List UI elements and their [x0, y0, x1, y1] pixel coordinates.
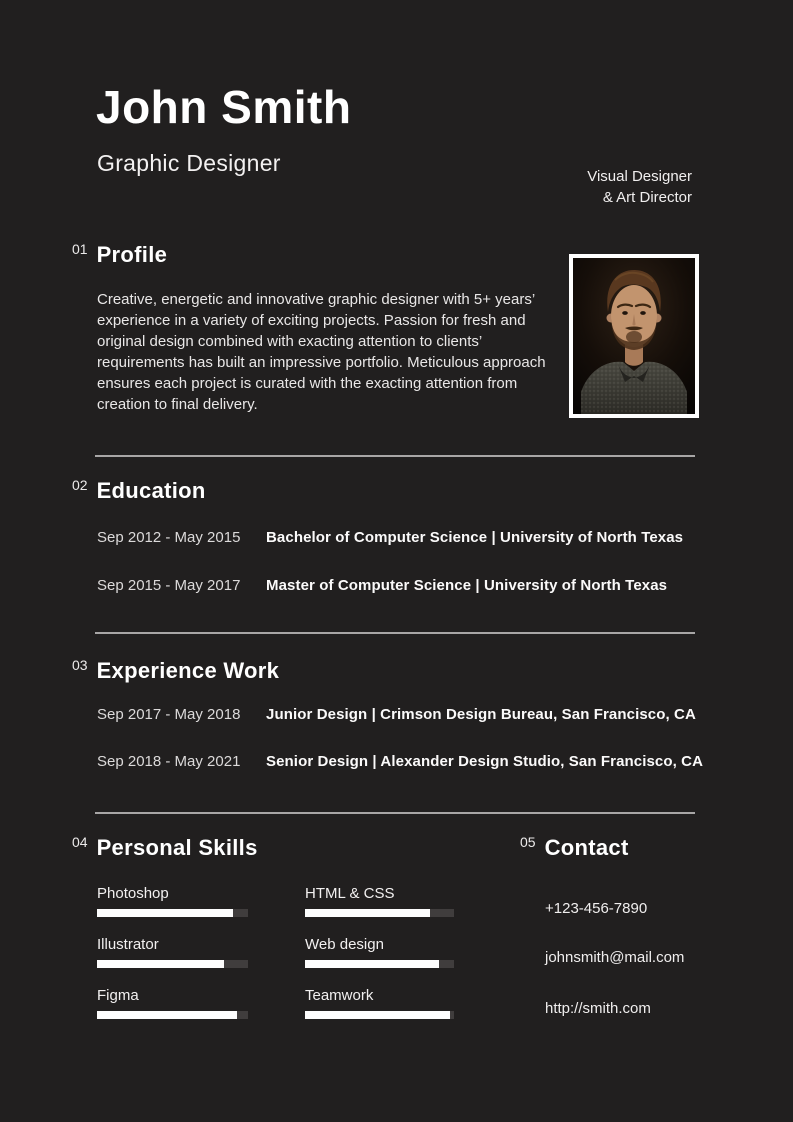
section-title-profile: Profile [96, 242, 168, 267]
section-number-contact: 05 [520, 834, 536, 850]
skill-web-design [305, 936, 454, 968]
section-heading-skills [72, 835, 258, 861]
skill-bar-track [305, 960, 454, 968]
education-dates: Sep 2015 - May 2017 [97, 577, 241, 594]
skill-label: Figma [97, 987, 139, 1004]
experience-dates: Sep 2018 - May 2021 [97, 753, 241, 770]
section-heading-profile [72, 242, 167, 268]
contact-email[interactable]: johnsmith@mail.com [545, 949, 685, 966]
tagline-line-2: & Art Director [602, 189, 692, 206]
section-number-skills: 04 [72, 834, 88, 850]
person-name: John Smith [96, 81, 352, 133]
skill-label: Web design [305, 936, 384, 953]
skill-photoshop [97, 885, 248, 917]
section-number-experience: 03 [72, 657, 88, 673]
profile-text: Creative, energetic and innovative graphic designer with 5+ years’ experience in a variety of exciting projects. Passion for fresh and original design combined with exacting attention to clients’ requirements has built an impressive portfolio. Meticulous approach ensures each project is curated with the exacting attention from creation to final delivery. [97, 291, 546, 413]
skill-illustrator [97, 936, 248, 968]
education-row [97, 576, 667, 595]
divider [95, 812, 695, 814]
tagline [587, 166, 692, 208]
divider [95, 455, 695, 457]
section-heading-education [72, 478, 206, 504]
section-title-contact: Contact [544, 835, 629, 860]
experience-dates: Sep 2017 - May 2018 [97, 706, 241, 723]
section-heading-experience [72, 658, 279, 684]
profile-photo [569, 254, 699, 418]
skill-bar-fill [97, 909, 233, 917]
skill-bar-track [305, 1011, 454, 1019]
skill-bar-fill [305, 1011, 450, 1019]
experience-description: Senior Design | Alexander Design Studio, San Francisco, CA [266, 753, 704, 770]
skill-label: Photoshop [97, 885, 169, 902]
tagline-line-1: Visual Designer [587, 168, 692, 185]
section-title-experience: Experience Work [96, 658, 280, 683]
skill-bar-fill [305, 909, 430, 917]
skill-label: Teamwork [305, 987, 374, 1004]
education-description: Master of Computer Science | University of North Texas [266, 577, 668, 594]
contact-website[interactable]: http://smith.com [545, 1000, 651, 1017]
divider [95, 632, 695, 634]
portrait-illustration [573, 258, 695, 414]
skill-html-css [305, 885, 454, 917]
section-number-profile: 01 [72, 241, 88, 257]
skill-bar-fill [97, 960, 224, 968]
education-description: Bachelor of Computer Science | University of North Texas [266, 529, 684, 546]
skill-bar-track [305, 909, 454, 917]
person-job-title: Graphic Designer [97, 150, 281, 176]
section-title-education: Education [96, 478, 206, 503]
skill-label: HTML & CSS [305, 885, 395, 902]
experience-description: Junior Design | Crimson Design Bureau, San Francisco, CA [266, 706, 696, 723]
skill-bar-track [97, 960, 248, 968]
experience-row [97, 752, 703, 771]
skill-figma [97, 987, 248, 1019]
skill-bar-fill [305, 960, 439, 968]
experience-row [97, 705, 696, 724]
section-heading-contact [520, 835, 629, 861]
section-title-skills: Personal Skills [96, 835, 258, 860]
skill-bar-track [97, 1011, 248, 1019]
section-number-education: 02 [72, 477, 88, 493]
skill-teamwork [305, 987, 454, 1019]
education-row [97, 528, 683, 547]
skill-label: Illustrator [97, 936, 159, 953]
skill-bar-fill [97, 1011, 237, 1019]
contact-phone[interactable]: +123-456-7890 [545, 900, 648, 917]
skill-bar-track [97, 909, 248, 917]
education-dates: Sep 2012 - May 2015 [97, 529, 241, 546]
